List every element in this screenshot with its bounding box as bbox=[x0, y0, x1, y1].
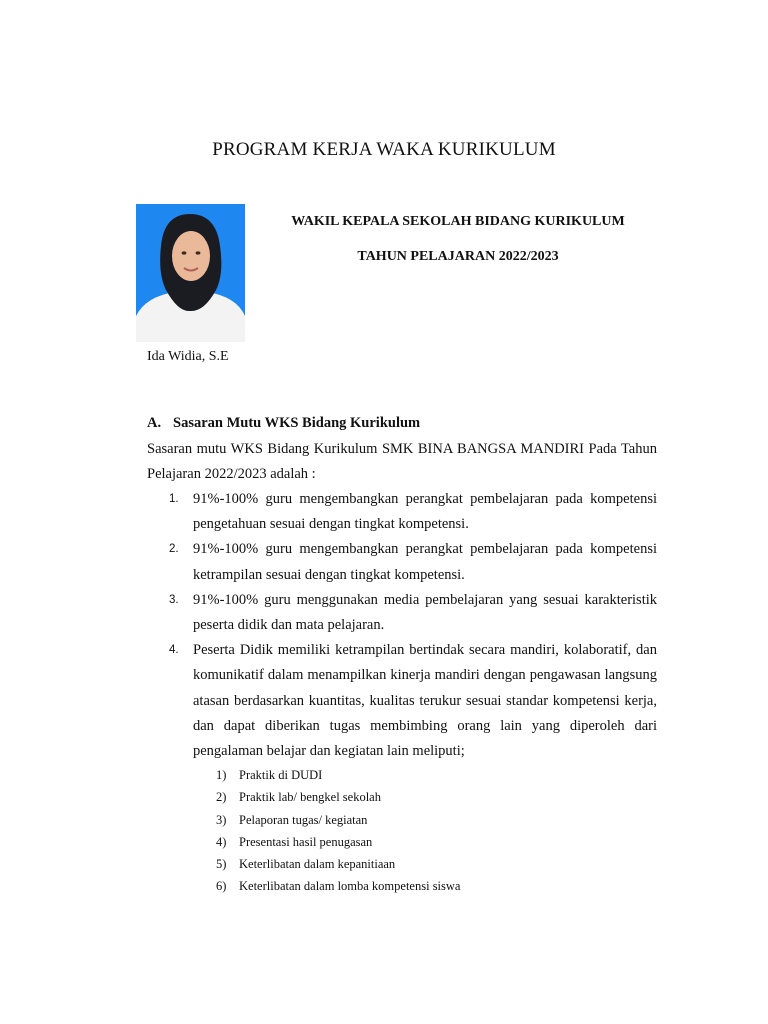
document-title: PROGRAM KERJA WAKA KURIKULUM bbox=[212, 139, 556, 160]
list-item-number: 3. bbox=[169, 593, 179, 606]
sub-list-item bbox=[216, 786, 460, 808]
sub-list-number: 6) bbox=[216, 879, 227, 894]
section-label: A. bbox=[147, 415, 162, 431]
list-item-text: 91%-100% guru mengembangkan perangkat pembelajaran pada kompetensi pengetahuan sesuai dengan tingkat kompetensi. bbox=[193, 491, 657, 533]
sub-list-text: Praktik di DUDI bbox=[239, 768, 323, 782]
section-title: Sasaran Mutu WKS Bidang Kurikulum bbox=[173, 415, 421, 431]
activity-list bbox=[216, 764, 460, 898]
target-list bbox=[147, 487, 657, 764]
list-item-number: 4. bbox=[169, 644, 179, 657]
list-item-text: Peserta Didik memiliki ketrampilan bertindak secara mandiri, kolaboratif, dan komunikatif dalam menampilkan kinerja mandiri dengan pengawasan langsung atasan berdasarkan kuantitas, kualitas terukur sesuai standar kompetensi kerja, dan dapat diberikan tugas membimbing orang lain yang diperoleh dari pengalaman belajar dan kegiatan lain meliputi; bbox=[193, 642, 657, 760]
section-heading bbox=[147, 415, 420, 432]
sub-list-item bbox=[216, 809, 460, 831]
sub-list-text: Keterlibatan dalam kepanitiaan bbox=[239, 857, 396, 872]
sub-list-number: 4) bbox=[216, 834, 227, 849]
sub-list-item bbox=[216, 875, 460, 897]
sub-list-item bbox=[216, 764, 460, 786]
sub-list-number: 2) bbox=[216, 790, 227, 805]
subtitle-year: TAHUN PELAJARAN 2022/2023 bbox=[357, 249, 559, 264]
list-item bbox=[147, 537, 657, 587]
sub-list-number: 3) bbox=[216, 812, 227, 827]
sub-list-item bbox=[216, 831, 460, 853]
sub-list-text: Praktik lab/ bengkel sekolah bbox=[239, 790, 381, 805]
section-intro: Sasaran mutu WKS Bidang Kurikulum SMK BINA BANGSA MANDIRI Pada Tahun Pelajaran 2022/2023 adalah : bbox=[147, 441, 657, 483]
list-item bbox=[147, 638, 657, 764]
subtitle-position: WAKIL KEPALA SEKOLAH BIDANG KURIKULUM bbox=[291, 214, 625, 229]
list-item-text: 91%-100% guru menggunakan media pembelajaran yang sesuai karakteristik peserta didik dan mata pelajaran. bbox=[193, 591, 657, 634]
list-item-number: 2. bbox=[169, 543, 179, 556]
sub-list-number: 1) bbox=[216, 768, 227, 782]
list-item bbox=[147, 487, 657, 537]
sub-list-item bbox=[216, 853, 460, 875]
list-item-text: 91%-100% guru mengembangkan perangkat pembelajaran pada kompetensi ketrampilan sesuai dengan tingkat kompetensi. bbox=[193, 541, 657, 583]
sub-list-text: Pelaporan tugas/ kegiatan bbox=[239, 812, 368, 827]
sub-list-number: 5) bbox=[216, 857, 227, 872]
photo-caption: Ida Widia, S.E bbox=[147, 349, 229, 364]
list-item bbox=[147, 588, 657, 638]
sub-list-text: Keterlibatan dalam lomba kompetensi siswa bbox=[239, 879, 461, 894]
photo-face bbox=[172, 231, 210, 281]
list-item-number: 1. bbox=[169, 493, 179, 505]
profile-photo bbox=[136, 204, 245, 342]
sub-list-text: Presentasi hasil penugasan bbox=[239, 834, 373, 849]
